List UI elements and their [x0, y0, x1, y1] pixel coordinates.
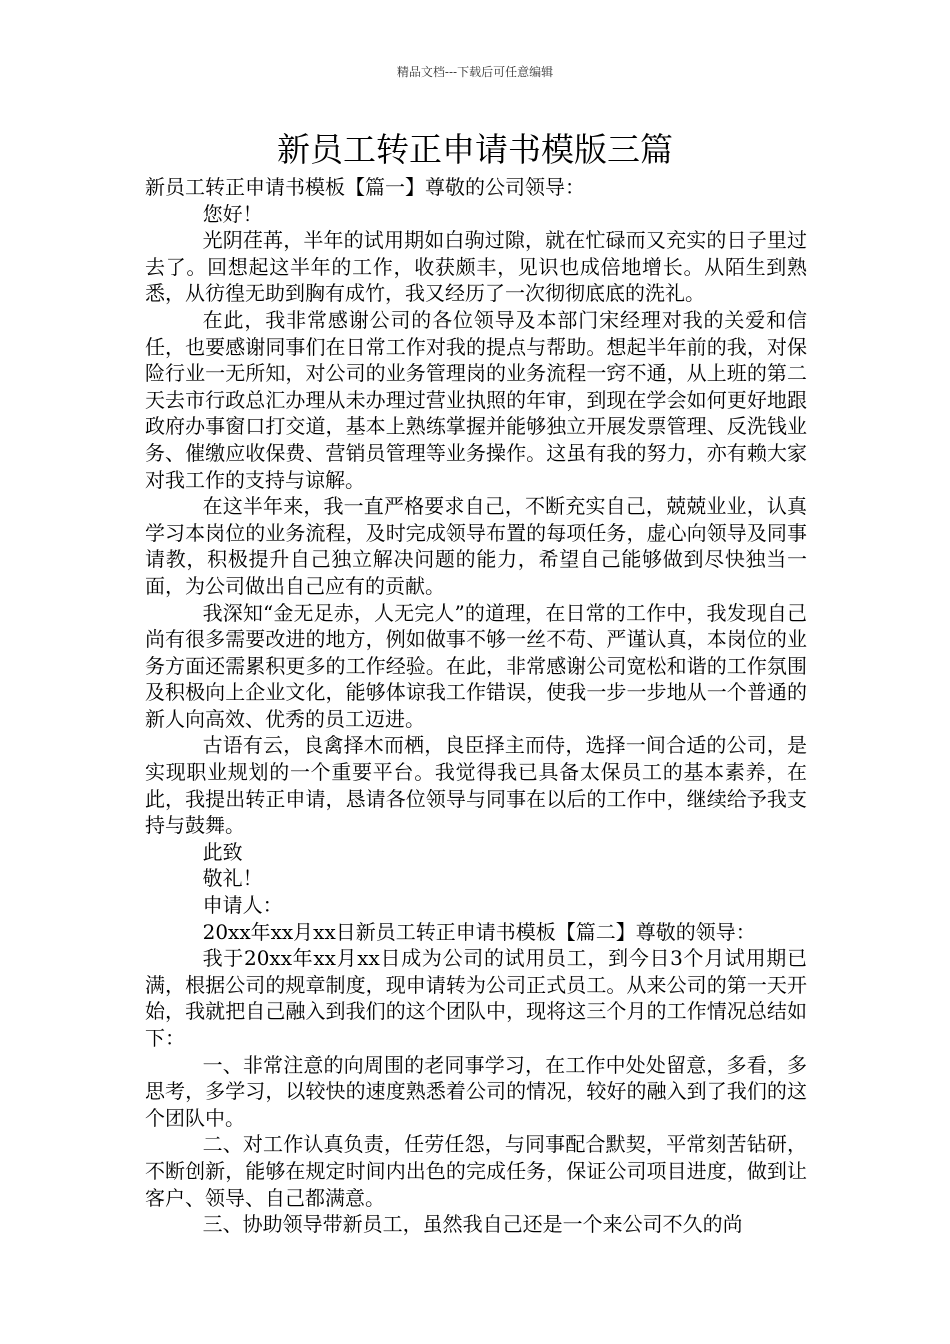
- paragraph: 您好！: [202, 201, 263, 226]
- paragraph: 申请人：: [202, 893, 283, 918]
- paragraph: 我深知“金无足赤，人无完人”的道理，在日常的工作中，我发现自己尚有很多需要改进的地方，例如做事不够一丝不苟、严谨认真，本岗位的业务方面还需累积更多的工作经验。在此，非常感谢公司宽松和谐的工作氛围及积极向上企业文化，能够体谅我工作错误，使我一步一步地从一个普通的新人向高效、优秀的员工迈进。: [145, 600, 807, 731]
- paragraph: 在此，我非常感谢公司的各位领导及本部门宋经理对我的关爱和信任，也要感谢同事们在日常工作对我的提点与帮助。想起半年前的我，对保险行业一无所知，对公司的业务管理岗的业务流程一窍不通，从上班的第二天去市行政总汇办理从未办理过营业执照的年审，到现在学会如何更好地跟政府办事窗口打交道，基本上熟练掌握并能够独立开展发票管理、反洗钱业务、催缴应收保费、营销员管理等业务操作。这虽有我的努力，亦有赖大家对我工作的支持与谅解。: [145, 307, 807, 492]
- paragraph: 古语有云，良禽择木而栖，良臣择主而侍，选择一间合适的公司，是实现职业规划的一个重要平台。我觉得我已具备太保员工的基本素养，在此，我提出转正申请，恳请各位领导与同事在以后的工作中，继续给予我支持与鼓舞。: [145, 733, 807, 838]
- paragraph: 新员工转正申请书模板【篇一】尊敬的公司领导：: [145, 175, 585, 199]
- paragraph: 三、协助领导带新员工，虽然我自己还是一个来公司不久的尚: [202, 1212, 743, 1237]
- paragraph: 我于20xx年xx月xx日成为公司的试用员工，到今日3个月试用期已满，根据公司的规章制度，现申请转为公司正式员工。从来公司的第一天开始，我就把自己融入到我们的这个团队中，现将这三个月的工作情况总结如下：: [145, 946, 807, 1050]
- paragraph: 此致: [202, 839, 243, 864]
- paragraph: 光阴荏苒，半年的试用期如白驹过隙，就在忙碌而又充实的日子里过去了。回想起这半年的工作，收获颇丰，见识也成倍地增长。从陌生到熟悉，从彷徨无助到胸有成竹，我又经历了一次彻彻底底的洗礼。: [145, 228, 807, 306]
- document-body: [145, 174, 807, 1238]
- paragraph: 20xx年xx月xx日新员工转正申请书模板【篇二】尊敬的领导：: [202, 919, 756, 944]
- header-note: 精品文档---下载后可任意编辑: [396, 65, 554, 79]
- paragraph: 一、非常注意的向周围的老同事学习，在工作中处处留意，多看，多思考，多学习，以较快的速度熟悉着公司的情况，较好的融入到了我们的这个团队中。: [145, 1052, 807, 1130]
- paragraph: 二、对工作认真负责，任劳任怨，与同事配合默契，平常刻苦钻研，不断创新，能够在规定时间内出色的完成任务，保证公司项目进度，做到让客户、领导、自己都满意。: [145, 1132, 807, 1210]
- document-title: 新员工转正申请书模版三篇: [277, 130, 673, 169]
- paragraph: 敬礼！: [202, 866, 263, 891]
- paragraph: 在这半年来，我一直严格要求自己，不断充实自己，兢兢业业，认真学习本岗位的业务流程，及时完成领导布置的每项任务，虚心向领导及同事请教，积极提升自己独立解决问题的能力，希望自己能够做到尽快独当一面，为公司做出自己应有的贡献。: [145, 494, 807, 598]
